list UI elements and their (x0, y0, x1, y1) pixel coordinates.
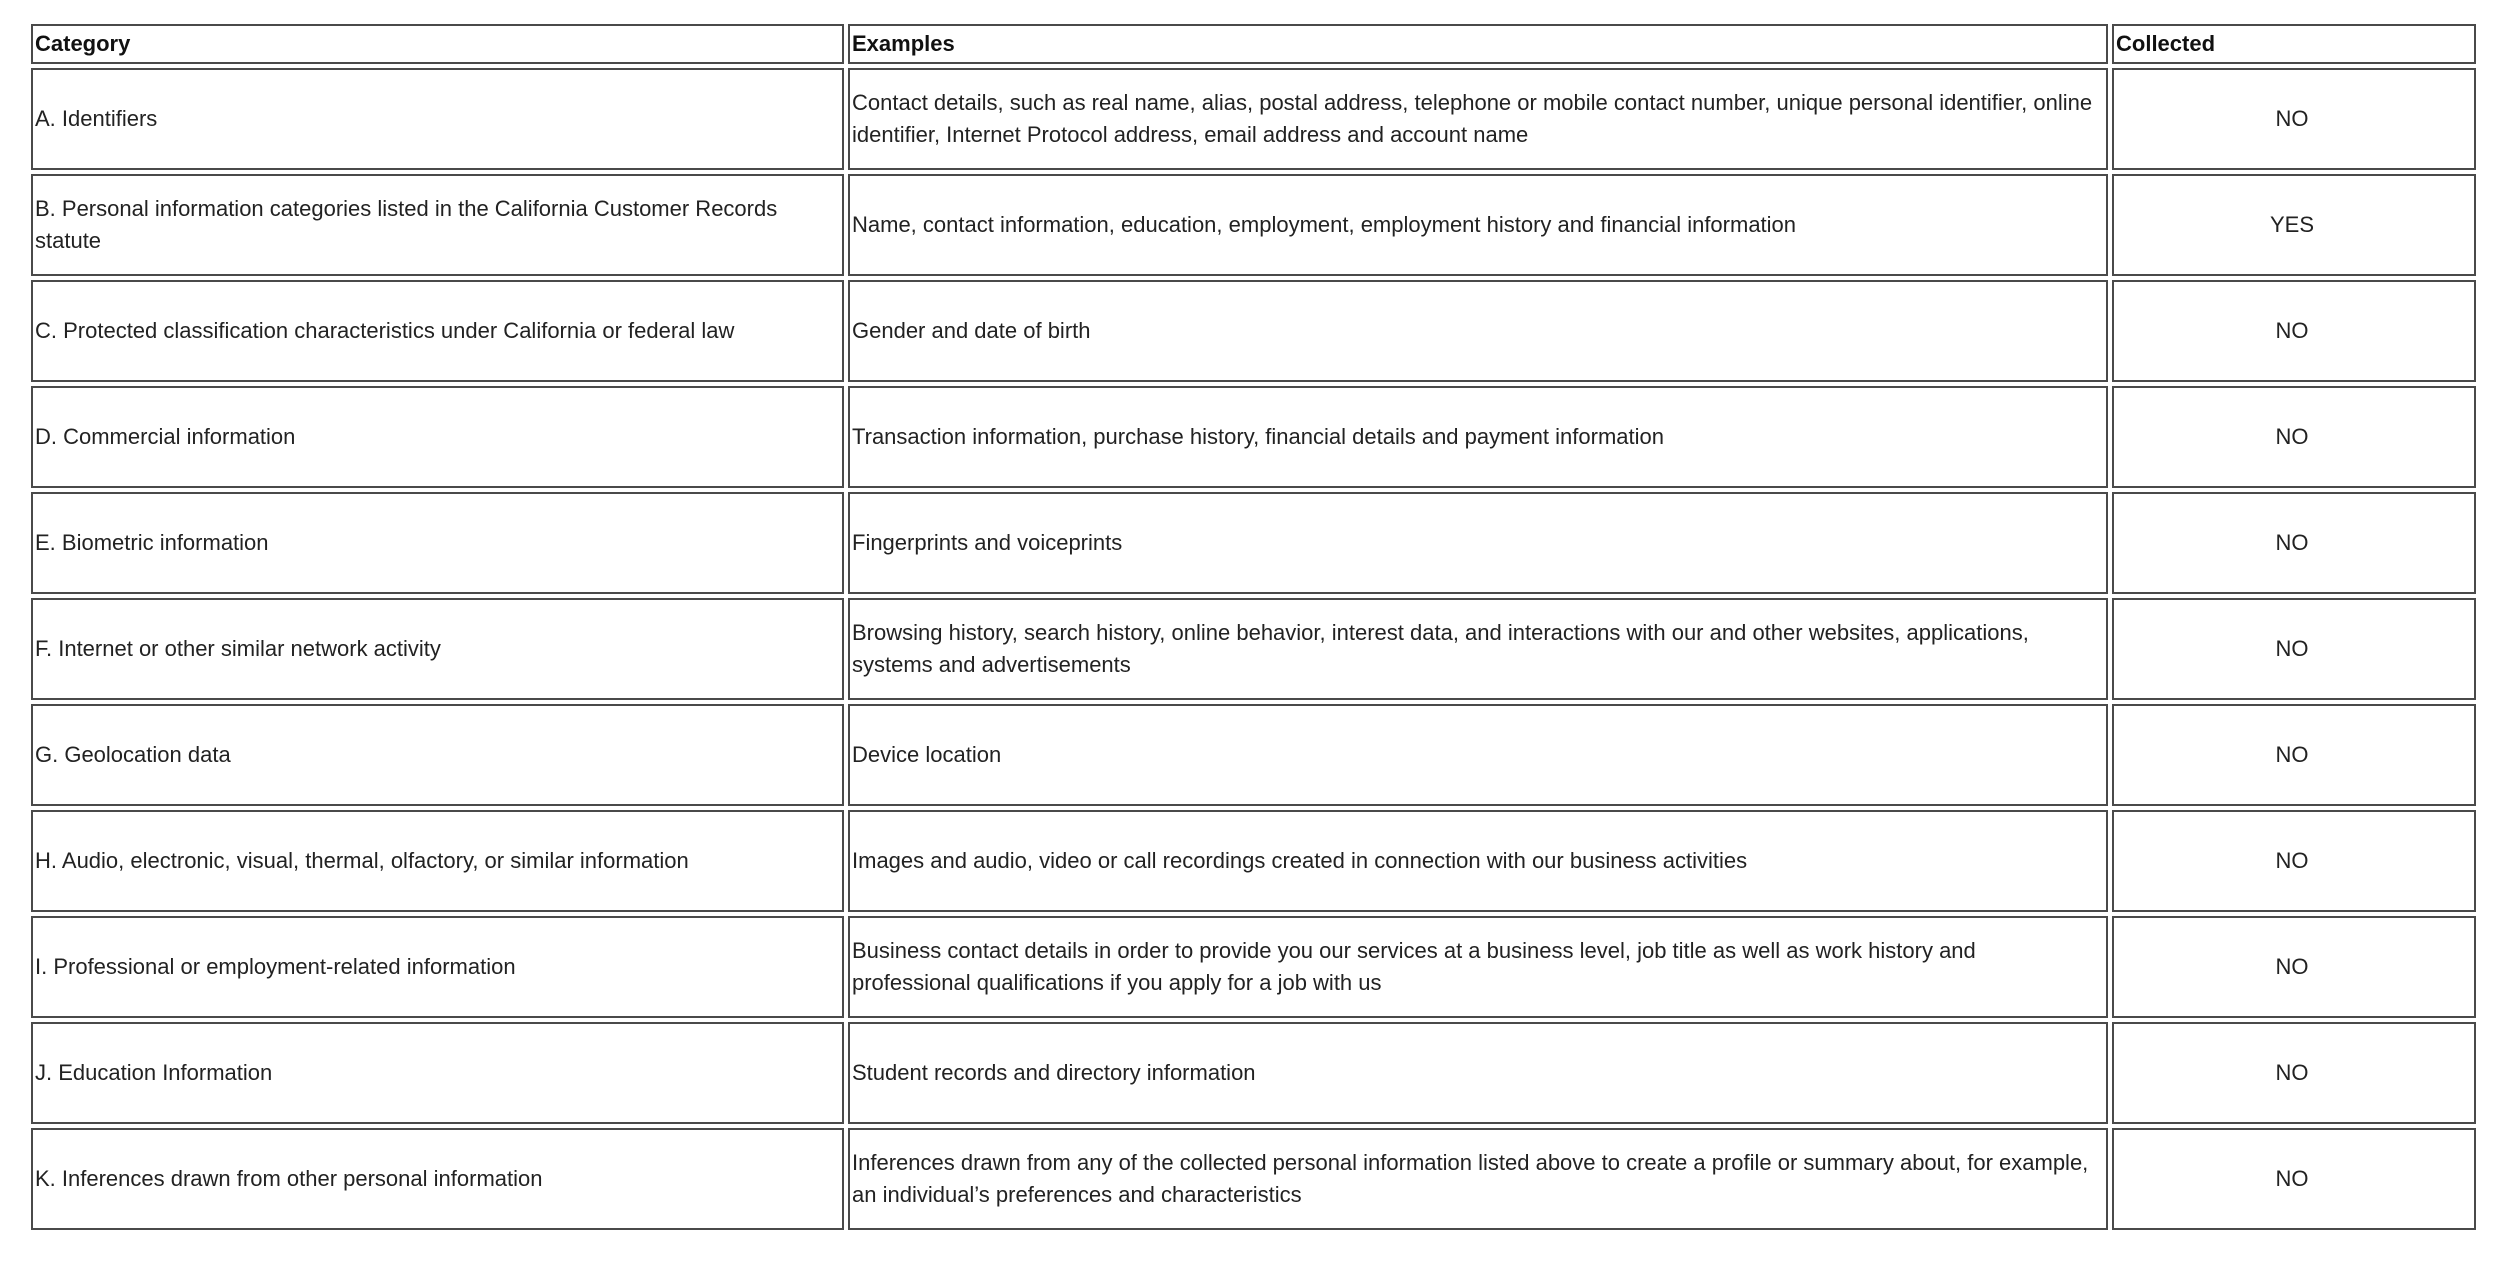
personal-information-table-container (31, 24, 2476, 1230)
category-cell: F. Internet or other similar network activity (31, 598, 844, 700)
table-row (31, 492, 2476, 594)
table-body (31, 68, 2476, 1230)
table-row (31, 598, 2476, 700)
collected-cell: NO (2112, 386, 2476, 488)
collected-cell: NO (2112, 598, 2476, 700)
collected-cell: YES (2112, 174, 2476, 276)
examples-cell: Images and audio, video or call recordings created in connection with our business activities (848, 810, 2108, 912)
category-cell: A. Identifiers (31, 68, 844, 170)
category-cell: D. Commercial information (31, 386, 844, 488)
collected-cell: NO (2112, 68, 2476, 170)
collected-cell: NO (2112, 704, 2476, 806)
category-cell: J. Education Information (31, 1022, 844, 1124)
table-row (31, 1022, 2476, 1124)
table-row (31, 810, 2476, 912)
table-row (31, 174, 2476, 276)
category-cell: K. Inferences drawn from other personal information (31, 1128, 844, 1230)
examples-cell: Gender and date of birth (848, 280, 2108, 382)
examples-cell: Device location (848, 704, 2108, 806)
table-row (31, 916, 2476, 1018)
examples-cell: Student records and directory information (848, 1022, 2108, 1124)
table-row (31, 704, 2476, 806)
category-cell: H. Audio, electronic, visual, thermal, olfactory, or similar information (31, 810, 844, 912)
collected-cell: NO (2112, 1128, 2476, 1230)
collected-cell: NO (2112, 916, 2476, 1018)
table-row (31, 1128, 2476, 1230)
examples-cell: Browsing history, search history, online behavior, interest data, and interactions with our and other websites, applications, systems and advertisements (848, 598, 2108, 700)
table-row (31, 68, 2476, 170)
personal-information-categories-table (27, 20, 2480, 1234)
category-cell: B. Personal information categories listed in the California Customer Records statute (31, 174, 844, 276)
collected-cell: NO (2112, 280, 2476, 382)
table-row (31, 386, 2476, 488)
collected-cell: NO (2112, 810, 2476, 912)
collected-cell: NO (2112, 1022, 2476, 1124)
examples-cell: Transaction information, purchase history, financial details and payment information (848, 386, 2108, 488)
table-header-row (31, 24, 2476, 64)
examples-cell: Business contact details in order to provide you our services at a business level, job title as well as work history and professional qualifications if you apply for a job with us (848, 916, 2108, 1018)
header-collected: Collected (2112, 24, 2476, 64)
header-category: Category (31, 24, 844, 64)
examples-cell: Name, contact information, education, employment, employment history and financial information (848, 174, 2108, 276)
category-cell: G. Geolocation data (31, 704, 844, 806)
examples-cell: Inferences drawn from any of the collected personal information listed above to create a profile or summary about, for example, an individual’s preferences and characteristics (848, 1128, 2108, 1230)
category-cell: E. Biometric information (31, 492, 844, 594)
examples-cell: Contact details, such as real name, alias, postal address, telephone or mobile contact number, unique personal identifier, online identifier, Internet Protocol address, email address and account name (848, 68, 2108, 170)
table-row (31, 280, 2476, 382)
category-cell: I. Professional or employment-related information (31, 916, 844, 1018)
examples-cell: Fingerprints and voiceprints (848, 492, 2108, 594)
header-examples: Examples (848, 24, 2108, 64)
category-cell: C. Protected classification characteristics under California or federal law (31, 280, 844, 382)
collected-cell: NO (2112, 492, 2476, 594)
